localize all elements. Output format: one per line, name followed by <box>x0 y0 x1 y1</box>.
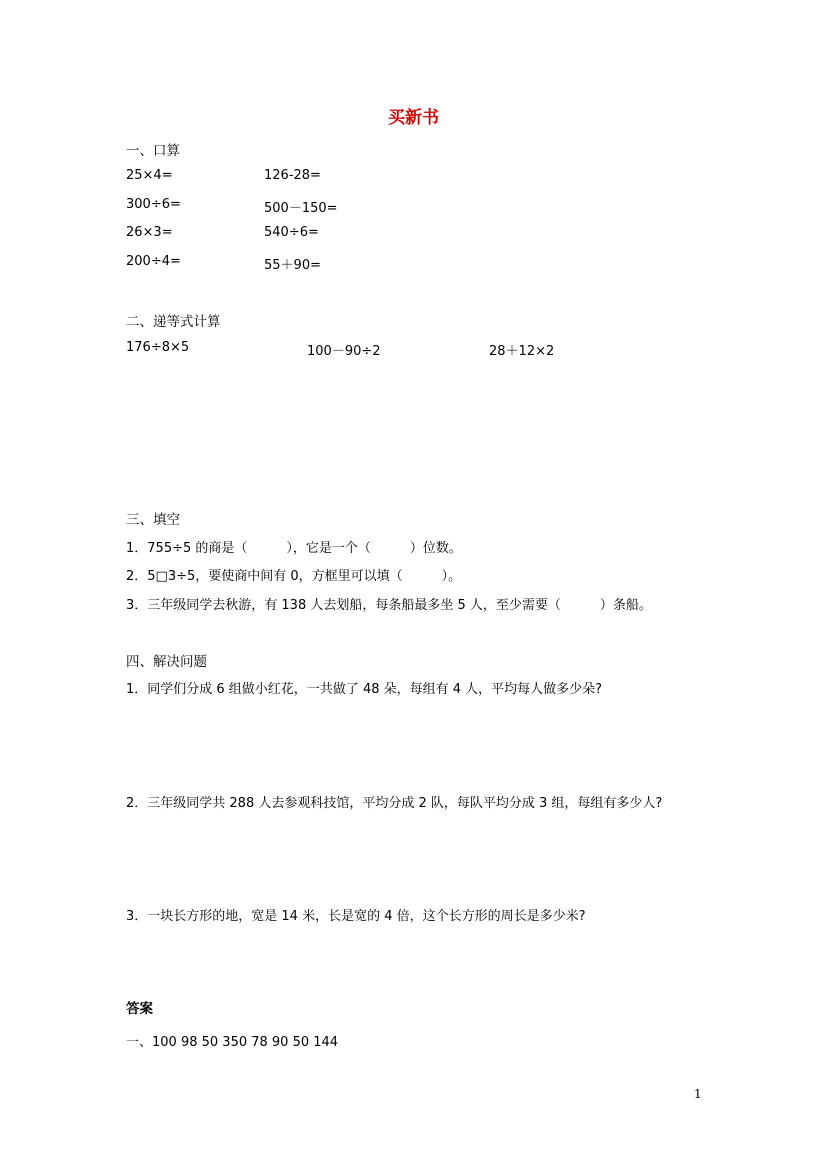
mental-math-item: 500－150= <box>264 201 338 216</box>
answers-heading: 答案 <box>126 1001 153 1017</box>
mental-math-item: 540÷6= <box>264 225 319 240</box>
mental-math-item: 26×3= <box>126 225 173 240</box>
section2-heading: 二、递等式计算 <box>126 314 221 330</box>
word-problem-item: 3．一块长方形的地，宽是 14 米，长是宽的 4 倍，这个长方形的周长是多少米? <box>126 909 586 924</box>
mental-math-item: 55＋90= <box>264 258 321 273</box>
fill-blank-item: 3．三年级同学去秋游，有 138 人去划船，每条船最多坐 5 人，至少需要（ ）条船。 <box>126 598 652 613</box>
page-title: 买新书 <box>388 108 439 128</box>
section3-heading: 三、填空 <box>126 512 180 528</box>
word-problem-item: 1．同学们分成 6 组做小红花，一共做了 48 朵，每组有 4 人，平均每人做多少朵? <box>126 682 603 697</box>
mental-math-item: 200÷4= <box>126 254 181 269</box>
calculation-item: 28＋12×2 <box>489 344 555 359</box>
mental-math-item: 126-28= <box>264 168 321 183</box>
word-problem-item: 2．三年级同学共 288 人去参观科技馆，平均分成 2 队，每队平均分成 3 组，每组有多少人? <box>126 796 663 811</box>
mental-math-item: 300÷6= <box>126 197 181 212</box>
page-number: 1 <box>694 1087 702 1101</box>
section1-heading: 一、口算 <box>126 143 180 159</box>
fill-blank-item: 1．755÷5 的商是（ ），它是一个（ ）位数。 <box>126 541 462 556</box>
calculation-item: 100－90÷2 <box>307 344 381 359</box>
answers-line: 一、100 98 50 350 78 90 50 144 <box>126 1035 339 1050</box>
mental-math-item: 25×4= <box>126 168 173 183</box>
fill-blank-item: 2．5□3÷5，要使商中间有 0，方框里可以填（ ）。 <box>126 569 462 584</box>
section4-heading: 四、解决问题 <box>126 654 207 670</box>
calculation-item: 176÷8×5 <box>126 340 190 355</box>
